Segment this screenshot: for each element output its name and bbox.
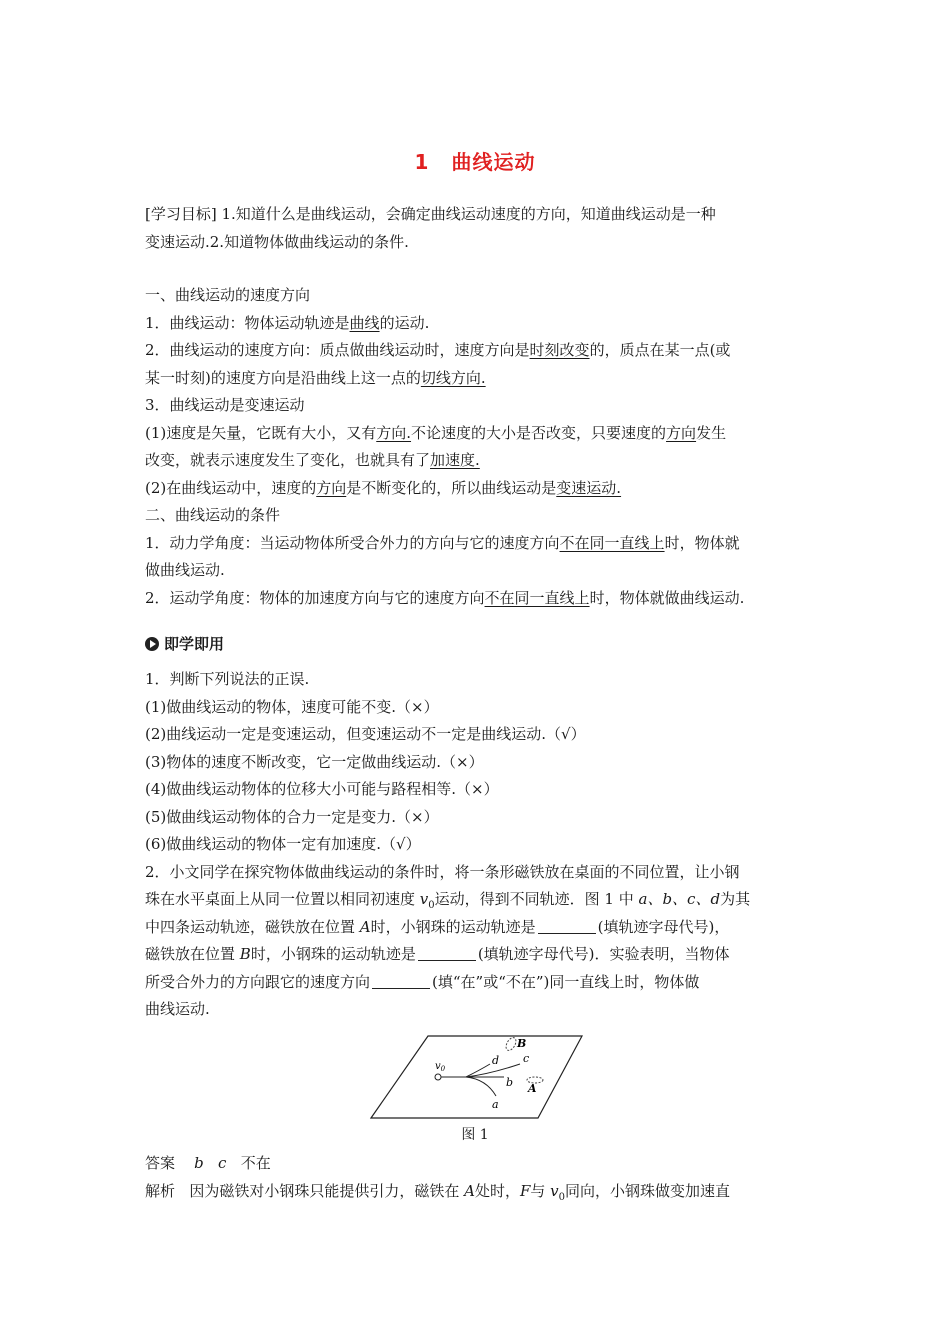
fill-answer: 曲线 [349,313,380,332]
magnet-B [504,1036,518,1052]
judgement-item: (4)做曲线运动物体的位移大小可能与路程相等.（×） [145,780,499,798]
judgement-item: (1)做曲线运动的物体，速度可能不变.（×） [145,697,439,716]
fill-answer: 加速度. [430,451,480,469]
answer-line: 答案 b c 不在 [145,1154,271,1172]
fill-answer: 不在同一直线上 [484,588,590,607]
analysis-line: 解析 因为磁铁对小钢珠只能提供引力，磁铁在 A处时，F与 $v_0$同向，小钢珠做变加速直 [145,1181,731,1203]
trajectory-a [466,1077,496,1096]
question-2-line: 所受合外力的方向跟它的速度方向 (填“在”或“不在”)同一直线上时，物体做 [145,972,700,991]
fill-answer: 方向 [316,478,347,497]
judgement-item: (5)做曲线运动物体的合力一定是变力.（×） [145,807,439,826]
judgement-item: (3)物体的速度不断改变，它一定做曲线运动.（×） [145,752,484,771]
paragraph: 2．曲线运动的速度方向：质点做曲线运动时，速度方向是时刻改变的，质点在某一点(或 [145,341,731,359]
label-a: a [492,1098,499,1111]
objectives-line-2: 变速运动.2.知道物体做曲线运动的条件. [145,232,409,251]
practice-questions [145,666,813,1024]
label-c: c [523,1052,530,1065]
answer-blank[interactable] [372,972,430,989]
answer-blank[interactable] [538,917,596,934]
fill-answer: 方向. [376,423,412,442]
question-1: 1．判断下列说法的正误. [145,670,310,688]
question-2-line: 曲线运动. [145,1000,210,1018]
play-circle-icon [145,637,159,651]
practice-badge [145,633,224,654]
learning-objectives [145,201,813,256]
title-number: 1 [414,150,430,174]
fill-answer: 时刻改变 [529,341,590,359]
judgement-item: (6)做曲线运动的物体一定有加速度.（√） [145,835,421,853]
paragraph: (2)在曲线运动中，速度的方向是不断变化的，所以曲线运动是变速运动. [145,478,622,497]
paragraph: 改变，就表示速度发生了变化，也就具有了加速度. [145,451,480,469]
paragraph: (1)速度是矢量，它既有大小，又有方向.不论速度的大小是否改变，只要速度的方向发生 [145,423,727,442]
paragraph: 1．动力学角度：当运动物体所受合外力的方向与它的速度方向不在同一直线上时，物体就 [145,533,740,552]
label-B: B [517,1037,527,1050]
section-velocity-direction [145,282,813,612]
trajectory-figure [368,1034,584,1120]
practice-badge-label: 即学即用 [164,635,225,653]
fill-answer: 切线方向. [420,368,486,387]
section-2-heading: 二、曲线运动的条件 [145,506,281,524]
fill-answer: 方向 [666,423,697,442]
label-d: d [492,1054,500,1067]
paragraph: 做曲线运动. [145,561,225,579]
label-v0: $v_0$ [435,1061,446,1073]
label-A: A [528,1082,537,1095]
paragraph: 某一时刻)的速度方向是沿曲线上这一点的切线方向. [145,368,486,387]
question-2-line: 珠在水平桌面上从同一位置以相同初速度 $v_0$运动，得到不同轨迹．图 1 中 a、b、c、d为其 [145,890,751,911]
answer-section [145,1150,813,1205]
paragraph: 2．运动学角度：物体的加速度方向与它的速度方向不在同一直线上时，物体就做曲线运动. [145,588,745,607]
fill-answer: 不在同一直线上 [559,533,665,552]
figure-caption: 图 1 [461,1127,489,1143]
section-1-heading: 一、曲线运动的速度方向 [145,286,311,304]
question-2-line: 中四条运动轨迹，磁铁放在位置 A时，小钢珠的运动轨迹是 (填轨迹字母代号)， [145,917,730,936]
steel-ball [435,1074,441,1080]
page-title [0,146,950,175]
paragraph: 1．曲线运动：物体运动轨迹是曲线的运动. [145,313,430,332]
objectives-line-1: [学习目标] 1.知道什么是曲线运动，会确定曲线运动速度的方向，知道曲线运动是一种 [145,205,716,223]
label-b: b [506,1076,514,1089]
question-2-line: 2．小文同学在探究物体做曲线运动的条件时，将一条形磁铁放在桌面的不同位置，让小钢 [145,862,740,881]
fill-answer: 变速运动. [556,478,622,497]
answer-blank[interactable] [418,944,476,961]
question-2-line: 磁铁放在位置 B时，小钢珠的运动轨迹是 (填轨迹字母代号)．实验表明，当物体 [145,945,730,963]
judgement-item: (2)曲线运动一定是变速运动，但变速运动不一定是曲线运动.（√） [145,725,586,743]
title-text: 曲线运动 [451,150,536,174]
paragraph: 3．曲线运动是变速运动 [145,396,305,414]
